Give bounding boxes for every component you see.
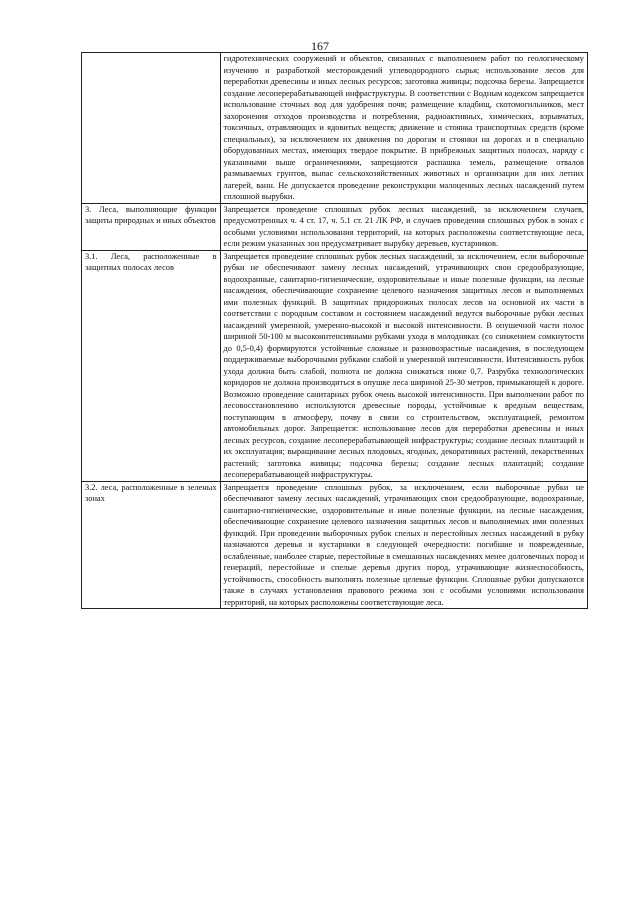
regulation-cell: гидротехнических сооружений и объектов, связанных с выполнением работ по геологическому изучению и разработкой месторождений углеводородного сырья; использование лесов для переработки древесины и иных лесных ресурсов; заготовка живицы; подсочка березы. Запрещается создание лесоперерабатывающей инфраструктуры. В соответствии с Водным кодексом запрещается использование сточных вод для удобрения почв; размещение кладбищ, скотомогильников, мест захоронения отходов производства и потребления, радиоактивных, химических, взрывчатых, токсичных, отравляющих и ядовитых веществ; движение и стоянка транспортных средств (кроме специальных), за исключением их движения по дорогам и стоянки на дорогах и в специально оборудованных местах, имеющих твердое покрытие. В прибрежных защитных полосах, наряду с указанными выше ограничениями, запрещаются распашка земель, размещение отвалов размываемых грунтов, выпас сельскохозяйственных животных и организации для них летних лагерей, ванн. Не допускается проведение реконструкции малоценных лесных насаждений путем сплошной вырубки. [220,53,587,204]
category-cell [82,203,221,250]
regulation-cell: Запрещается проведение сплошных рубок, за исключением, если выборочные рубки не обеспечивают замену лесных насаждений, утрачивающих свои средообразующие, водоохранные, санитарно-гигиенические, оздоровительные и иные полезные функции, на лесные насаждения, обеспечивающие сохранение целевого назначения защитных лесов и выполняемых ими полезных функций. При проведении выборочных рубок спелых и перестойных лесных насаждений в рубку назначаются деревья и кустарники в следующей очередности: погибшие и поврежденные, ослабленные, наиболее старые, перестойные в смешанных насаждениях менее долговечных пород и генераций, перестойные и спелые деревья других пород, утрачивающие жизнеспособность, устойчивость, способность выполнять полезные целевые функции. Сплошные рубки допускаются также в случаях установления правового режима зон с особыми условиями использования территорий, на которых расположены соответствующие леса. [220,481,587,609]
table-row [82,481,588,609]
regulation-cell: Запрещается проведение сплошных рубок лесных насаждений, за исключением, если выборочные рубки не обеспечивают замену лесных насаждений, утрачивающих свои средообразующие, водоохранные, санитарно-гигиенические, оздоровительные и иные полезные функции, на лесные насаждения, обеспечивающие сохранение целевого назначения защитных лесов и выполняемых ими полезных функций. В защитных придорожных полосах лесов на основной их части в соответствии с породным составом и состоянием насаждений ведутся выборочные рубки лесных насаждений умеренной, умеренно-высокой и высокой интенсивности. В опушечной части полос шириной 50-100 м высокоинтенсивными рубками ухода в молодняках (со снижением сомкнутости до 0,5-0,4) формируются устойчивые сложные и разновозрастные насаждения, в последующем поддерживаемые выборочными рубками слабой и умеренной интенсивности. Интенсивность рубок ухода должна быть слабой, полнота не должна снижаться ниже 0,7. Разрубка технологических коридоров не должна производиться в опушке леса шириной 25-30 метров, примыкающей к дороге. Возможно проведение санитарных рубок очень высокой интенсивности. При выполнении работ по лесовосстановлению используются древесные породы, устойчивые к вредным веществам, поступающим в атмосферу, почву в связи со строительством, эксплуатацией, ремонтом автомобильных дорог. Запрещается: использование лесов для переработки древесины и иных лесных ресурсов, создание лесоперерабатывающей инфраструктуры; создание лесных плантаций и их эксплуатация; выращивание лесных плодовых, ягодных, декоративных растений, лекарственных растений; заготовка живицы; подсочка березы; создание лесных плантаций; создание лесоперерабатывающей инфраструктуры. [220,250,587,481]
table-row [82,53,588,204]
category-cell [82,53,221,204]
category-cell [82,250,221,481]
category-text: 3.1. Леса, расположенные в защитных полосах лесов [85,251,217,272]
category-cell [82,481,221,609]
page-number: 167 [311,39,329,53]
forest-regulations-table [81,52,588,609]
regulation-cell: Запрещается проведение сплошных рубок лесных насаждений, за исключением случаев, предусмотренных ч. 4 ст. 17, ч. 5.1 ст. 21 ЛК РФ, и случаев проведения сплошных рубок в зонах с особыми условиями использования территорий, на которых расположены соответствующие леса, если режим указанных зон предусматривает вырубку деревьев, кустарников. [220,203,587,250]
category-text: 3. Леса, выполняющие функции защиты природных и иных объектов [85,204,217,225]
table-row [82,203,588,250]
category-text: 3.2. леса, расположенные в зеленых зонах [85,482,217,503]
table-row [82,250,588,481]
